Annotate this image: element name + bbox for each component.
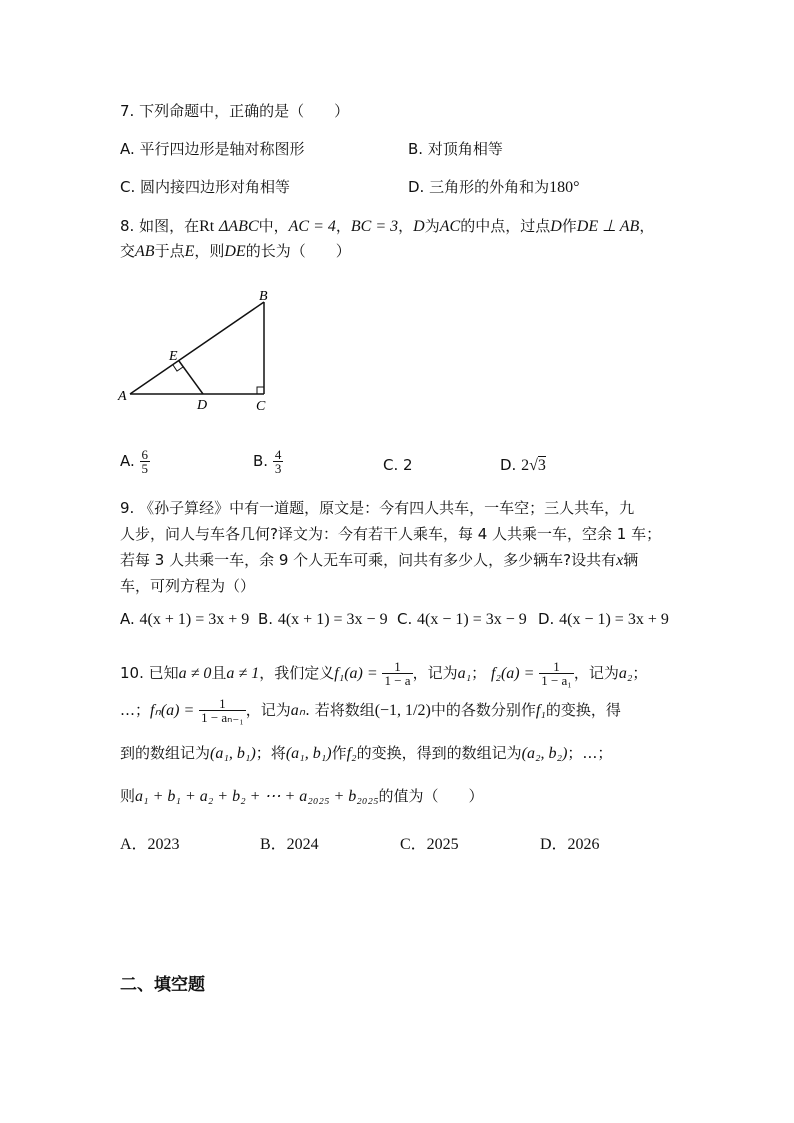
q9-option-b (258, 610, 388, 629)
q10-text: ；…； (567, 744, 613, 762)
q8-text: 的长为（ ） (245, 242, 351, 260)
q9-x: x (616, 552, 624, 569)
section-fill-in-blank-heading: 二、填空题 (120, 975, 205, 995)
segment-de (179, 361, 203, 394)
q10-an: aₙ (290, 702, 306, 719)
q8-e: E (184, 243, 195, 260)
q9-option-c-label: C. (397, 610, 413, 628)
q10-cond1: a ≠ 0 (178, 665, 212, 682)
q8-d2: D (550, 218, 562, 235)
q8-option-d-coef: 2 (521, 457, 530, 474)
q8-text: 交 (120, 242, 136, 260)
q8-line1 (120, 215, 654, 236)
q9-text: 若每 3 人共乘一车，余 9 个人无车可乘，问共有多少人，多少辆车?设共有 (120, 551, 617, 569)
frac-num: 1 (199, 697, 246, 711)
q10-text: ； (632, 664, 648, 682)
q9-line4: 车，可列方程为（） (120, 577, 256, 595)
q10-line3 (120, 742, 612, 763)
q10-cond2: a ≠ 1 (226, 665, 260, 682)
q8-text: 作 (561, 217, 577, 235)
q10-text: 中的各数分别作 (430, 701, 536, 719)
q10-line4 (120, 785, 484, 806)
q9-line1: 9. 《孙子算经》中有一道题，原文是：今有四人共车，一车空；三人共车，九 (120, 499, 635, 517)
frac-den: 1 − aₙ₋₁ (201, 710, 244, 725)
q8-text: 8. 如图，在 (120, 217, 200, 235)
frac-den: 1 − a₁ (541, 673, 572, 688)
q10-text: . 若将数组 (305, 701, 375, 719)
q9-option-b-label: B. (258, 610, 274, 628)
q10-text: ，记为 (412, 664, 458, 682)
q9-line3 (120, 549, 638, 570)
q10-text: ，记为 (573, 664, 619, 682)
q10-f2: f₂ (346, 745, 357, 762)
q10-tuple: (−1, 1/2) (374, 702, 431, 719)
q8-perp: DE ⊥ AB (576, 218, 640, 235)
frac-num: 6 (141, 447, 149, 462)
q10-option-b: B．2024 (260, 836, 319, 853)
q10-f1-lhs: f₁(a) = (334, 665, 378, 682)
q8-option-b-fraction (273, 448, 284, 475)
q9-option-c-eq: 4(x − 1) = 3x − 9 (417, 611, 527, 628)
q7-stem: 7. 下列命题中，正确的是（ ） (120, 102, 350, 120)
q8-text: ，则 (194, 242, 225, 260)
q7-option-d-text: D. 三角形的外角和为 (408, 178, 550, 196)
side-ab (130, 302, 264, 394)
q8-text: ， (398, 217, 414, 235)
q10-pair2: (a₂, b₂) (521, 745, 568, 762)
q10-text: ； (471, 664, 487, 682)
q10-text: ，记为 (245, 701, 291, 719)
q10-text: …； (120, 701, 151, 719)
triangle-figure (110, 282, 290, 414)
q8-option-b-label: B. (253, 452, 269, 470)
q10-text: 则 (120, 787, 136, 805)
frac-den: 3 (274, 461, 282, 476)
q8-option-b (253, 448, 283, 475)
q8-text: ， (639, 217, 655, 235)
sqrt-icon: √ (529, 457, 538, 474)
q9-option-d-label: D. (538, 610, 555, 628)
q8-ac2: AC (439, 218, 461, 235)
q7-option-d-value: 180° (549, 179, 580, 196)
q10-f2-fraction (539, 660, 574, 687)
q7-option-b: B. 对顶角相等 (408, 140, 503, 158)
q10-text: 的值为（ ） (378, 787, 484, 805)
q10-a2: a₂ (618, 665, 633, 682)
right-angle-e (173, 365, 183, 371)
label-b: B (259, 289, 268, 304)
q8-ab: AB (135, 243, 155, 260)
q8-ac: AC = 4 (288, 218, 336, 235)
q10-text: ；将 (255, 744, 286, 762)
q9-option-d-eq: 4(x − 1) = 3x + 9 (559, 611, 669, 628)
q8-bc: BC = 3 (350, 218, 399, 235)
q8-text: 为 (424, 217, 440, 235)
q8-text: 中， (258, 217, 289, 235)
label-a: A (118, 389, 127, 404)
q10-text: 10. 已知 (120, 664, 179, 682)
q10-a1: a₁ (457, 665, 472, 682)
q8-d: D (413, 218, 425, 235)
q10-f2-lhs: f₂(a) = (490, 665, 535, 682)
q9-option-a-label: A. (120, 610, 135, 628)
q10-fn-lhs: fₙ(a) = (150, 702, 195, 719)
frac-num: 4 (274, 447, 282, 462)
label-e: E (169, 349, 178, 364)
q10-sum: a₁ + b₁ + a₂ + b₂ + ⋯ + a₂₀₂₅ + b₂₀₂₅ (135, 788, 379, 805)
q8-line2 (120, 240, 351, 261)
q8-option-a-fraction (140, 448, 151, 475)
q9-option-a-eq: 4(x + 1) = 3x + 9 (139, 611, 250, 628)
q10-option-c: C．2025 (400, 836, 459, 853)
q8-rt: Rt (199, 218, 215, 235)
q10-text: 且 (211, 664, 227, 682)
q10-text: 的变换，得到的数组记为 (356, 744, 522, 762)
q10-text: ，我们定义 (259, 664, 335, 682)
q8-option-d-label: D. (500, 456, 517, 474)
frac-den: 5 (141, 461, 149, 476)
q10-fn-fraction (199, 697, 246, 724)
frac-den: 1 − a (384, 673, 411, 688)
q9-text: 辆 (623, 551, 639, 569)
q10-line1 (120, 660, 647, 687)
q7-option-c: C. 圆内接四边形对角相等 (120, 178, 291, 196)
frac-num: 1 (382, 660, 412, 674)
q7-option-d (408, 176, 580, 197)
q8-option-a (120, 448, 150, 475)
q10-text: 的变换，得 (545, 701, 621, 719)
q10-option-d: D．2026 (540, 836, 600, 853)
q8-text: 的中点，过点 (460, 217, 551, 235)
q8-text: 于点 (154, 242, 185, 260)
q9-option-a (120, 610, 249, 629)
q10-pair1: (a₁, b₁) (210, 745, 256, 762)
q9-option-c (397, 610, 527, 629)
q8-option-c: C. 2 (383, 456, 413, 474)
q7-option-a: A. 平行四边形是轴对称图形 (120, 140, 305, 158)
q10-f1: f₁ (535, 702, 546, 719)
q10-text: 作 (331, 744, 347, 762)
q8-de: DE (224, 243, 246, 260)
q8-option-d-radicand: 3 (537, 457, 546, 474)
q8-triangle: ΔABC (219, 218, 259, 235)
q8-text: ， (335, 217, 351, 235)
q10-f1-fraction (382, 660, 412, 687)
frac-num: 1 (539, 660, 574, 674)
q10-line2 (120, 697, 621, 724)
right-angle-c (257, 387, 264, 394)
label-c: C (256, 399, 266, 414)
q9-option-b-eq: 4(x + 1) = 3x − 9 (277, 611, 388, 628)
q8-option-a-label: A. (120, 452, 135, 470)
q9-line2: 人步，问人与车各几何?译文为：今有若干人乘车，每 4 人共乘一车，空余 1 车； (120, 525, 662, 543)
q10-pair1b: (a₁, b₁) (285, 745, 332, 762)
q10-text: 到的数组记为 (120, 744, 211, 762)
label-d: D (197, 398, 208, 413)
q9-option-d (538, 610, 669, 629)
q8-option-d (500, 456, 546, 475)
q10-option-a: A．2023 (120, 836, 180, 853)
